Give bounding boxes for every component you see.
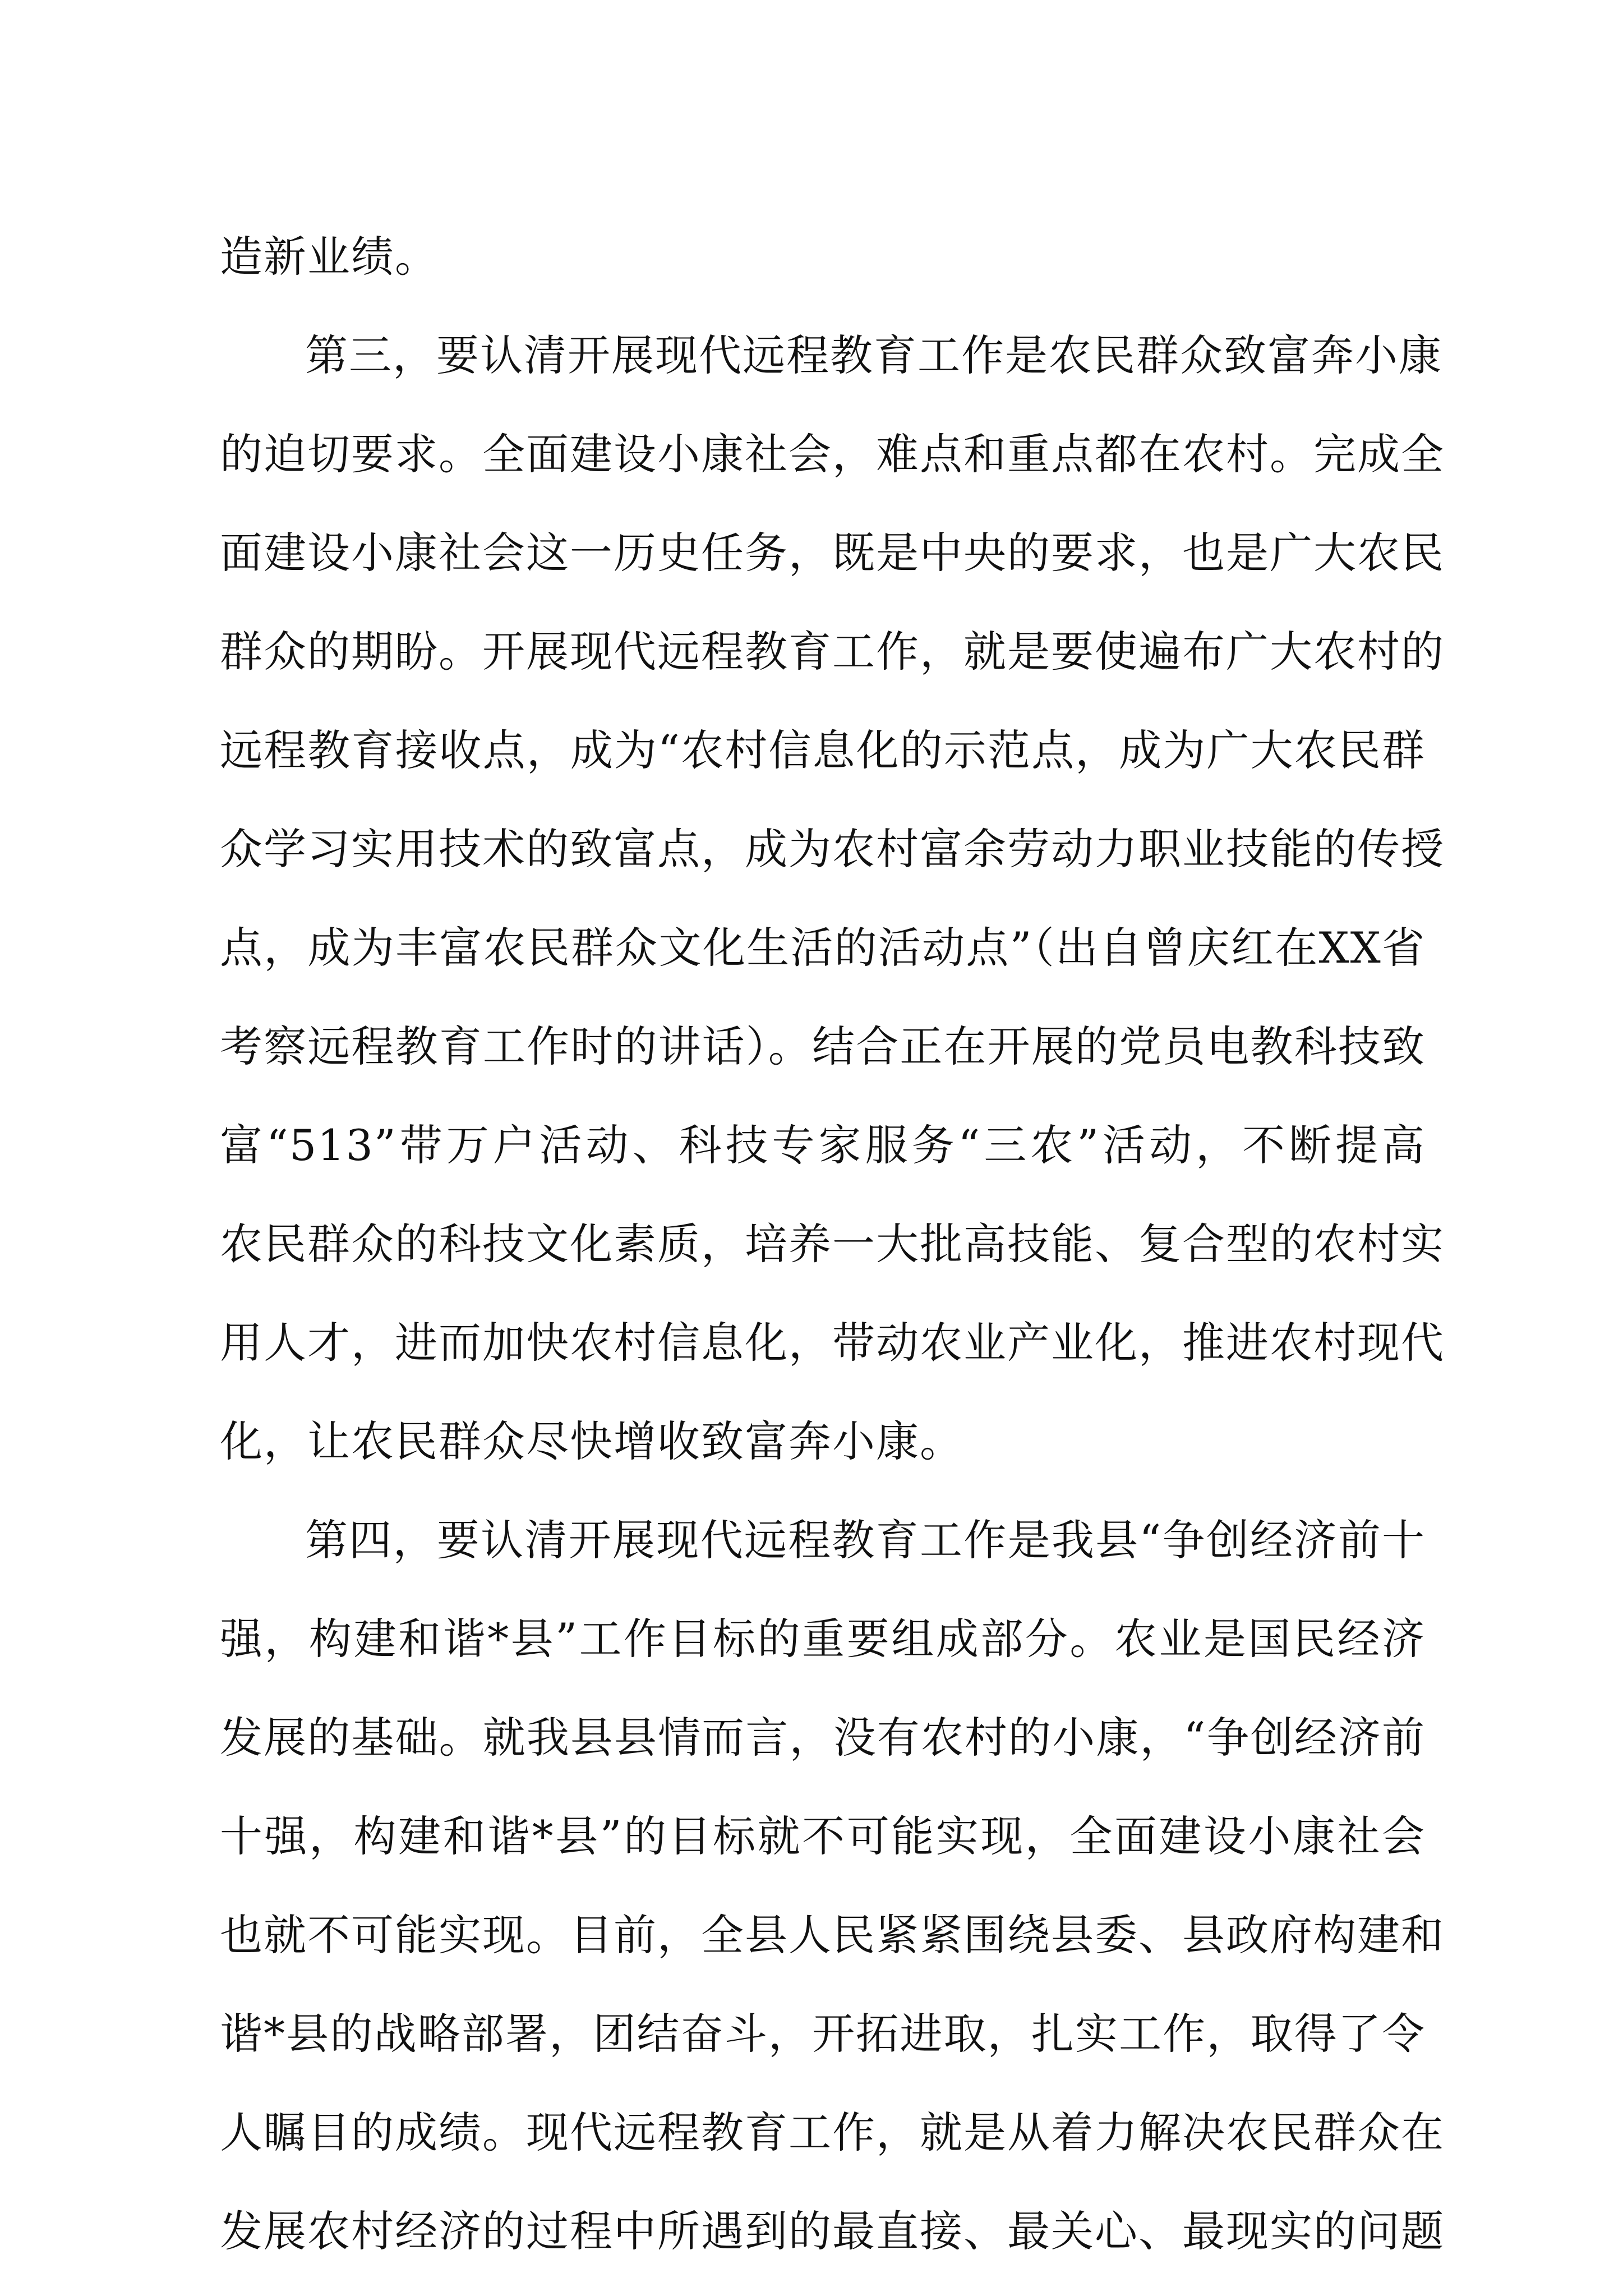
text-line: 众学习实用技术的致富点，成为农村富余劳动力职业技能的传授 bbox=[220, 824, 1445, 874]
paragraph-start-line: 第四，要认清开展现代远程教育工作是我县“争创经济前十 bbox=[305, 1515, 1426, 1565]
text-line: 面建设小康社会这一历史任务，既是中央的要求，也是广大农民 bbox=[220, 528, 1445, 578]
text-line: 发展的基础。就我县县情而言，没有农村的小康，“争创经济前 bbox=[220, 1713, 1426, 1763]
text-line: 强，构建和谐*县”工作目标的重要组成部分。农业是国民经济 bbox=[220, 1614, 1426, 1664]
text-line: 点，成为丰富农民群众文化生活的活动点”（出自曾庆红在XX省 bbox=[220, 923, 1426, 973]
text-line: 富“513”带万户活动、科技专家服务“三农”活动，不断提高 bbox=[220, 1120, 1426, 1170]
text-line: 人瞩目的成绩。现代远程教育工作，就是从着力解决农民群众在 bbox=[220, 2108, 1445, 2157]
text-line: 化，让农民群众尽快增收致富奔小康。 bbox=[220, 1416, 963, 1466]
paragraph-start-line: 第三，要认清开展现代远程教育工作是农民群众致富奔小康 bbox=[305, 330, 1442, 380]
text-line: 也就不可能实现。目前，全县人民紧紧围绕县委、县政府构建和 bbox=[220, 1910, 1445, 1960]
text-line: 谐*县的战略部署，团结奋斗，开拓进取，扎实工作，取得了令 bbox=[220, 2009, 1426, 2059]
text-line: 用人才，进而加快农村信息化，带动农业产业化，推进农村现代 bbox=[220, 1318, 1445, 1368]
text-line: 农民群众的科技文化素质，培养一大批高技能、复合型的农村实 bbox=[220, 1219, 1445, 1269]
text-line: 造新业绩。 bbox=[220, 232, 439, 282]
text-line: 群众的期盼。开展现代远程教育工作，就是要使遍布广大农村的 bbox=[220, 627, 1445, 677]
text-line: 发展农村经济的过程中所遇到的最直接、最关心、最现实的问题 bbox=[220, 2206, 1445, 2256]
text-line: 考察远程教育工作时的讲话）。结合正在开展的党员电教科技致 bbox=[220, 1022, 1426, 1071]
text-line: 十强，构建和谐*县”的目标就不可能实现，全面建设小康社会 bbox=[220, 1811, 1426, 1861]
text-line: 的迫切要求。全面建设小康社会，难点和重点都在农村。完成全 bbox=[220, 429, 1445, 479]
text-line: 远程教育接收点，成为“农村信息化的示范点，成为广大农民群 bbox=[220, 725, 1426, 775]
